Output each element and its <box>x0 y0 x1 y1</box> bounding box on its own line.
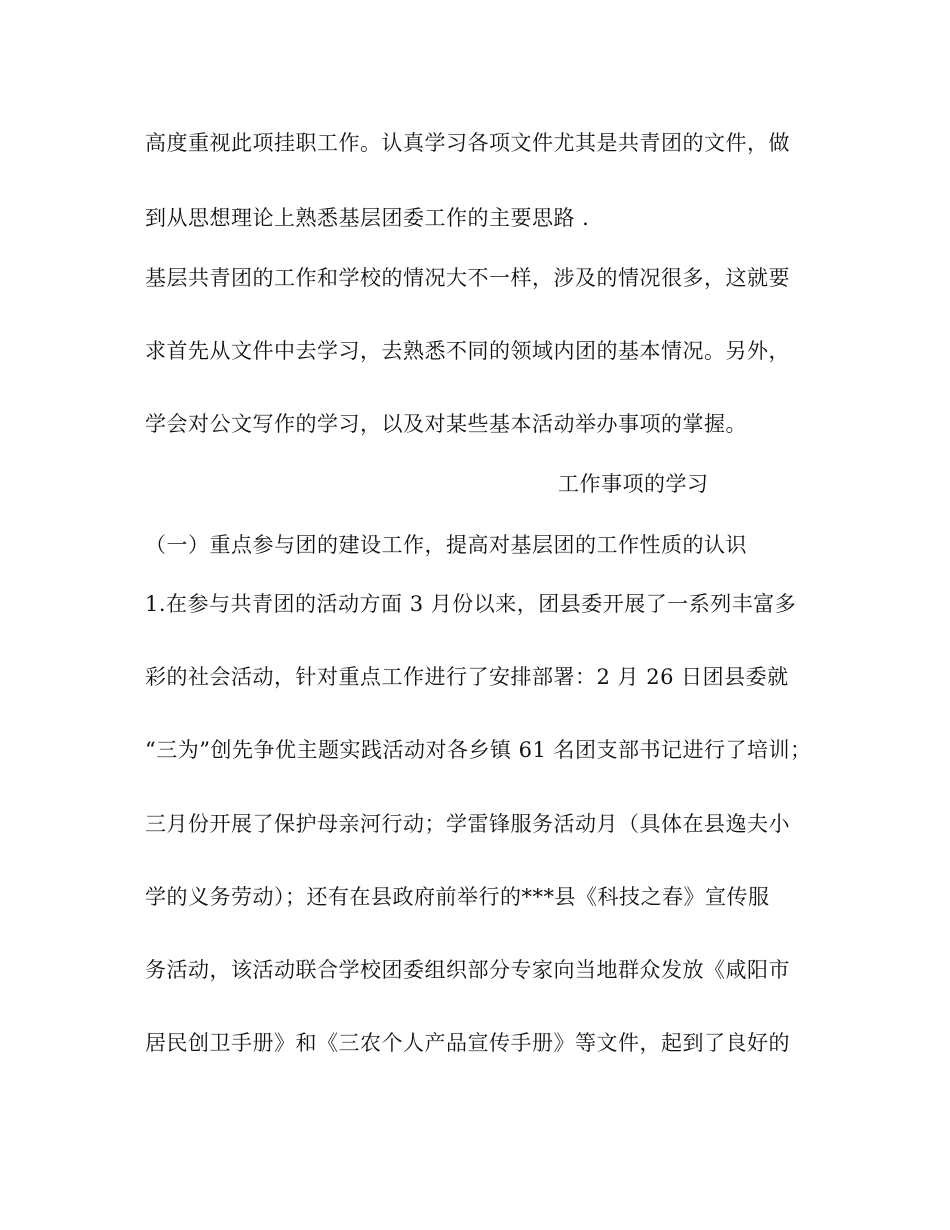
item-line-4: 三月份开展了保护母亲河行动；学雷锋服务活动月（具体在县逸夫小 <box>145 812 790 836</box>
item-line-6: 务活动，该活动联合学校团委组织部分专家向当地群众发放《咸阳市 <box>145 958 790 982</box>
section-heading: 工作事项的学习 <box>558 472 709 496</box>
subsection-heading: （一）重点参与团的建设工作，提高对基层团的工作性质的认识 <box>145 533 747 557</box>
item-line-3: “三为”创先争优主题实践活动对各乡镇 61 名团支部书记进行了培训； <box>145 738 812 762</box>
paragraph-line-1: 高度重视此项挂职工作。认真学习各项文件尤其是共青团的文件，做 <box>145 131 790 155</box>
item-line-2: 彩的社会活动，针对重点工作进行了安排部署：2 月 26 日团县委就 <box>145 665 789 689</box>
item-line-7: 居民创卫手册》和《三农个人产品宣传手册》等文件，起到了良好的 <box>145 1031 790 1055</box>
item-line-1: 1.在参与共青团的活动方面 3 月份以来，团县委开展了一系列丰富多 <box>145 592 797 616</box>
item-line-5: 学的义务劳动）；还有在县政府前举行的***县《科技之春》宣传服 <box>145 885 770 909</box>
paragraph-line-3: 基层共青团的工作和学校的情况大不一样，涉及的情况很多，这就要 <box>145 266 790 290</box>
paragraph-line-4: 求首先从文件中去学习，去熟悉不同的领域内团的基本情况。另外， <box>145 339 790 363</box>
paragraph-line-5: 学会对公文写作的学习，以及对某些基本活动举办事项的掌握。 <box>145 412 747 436</box>
paragraph-line-2: 到从思想理论上熟悉基层团委工作的主要思路 . <box>145 206 590 230</box>
